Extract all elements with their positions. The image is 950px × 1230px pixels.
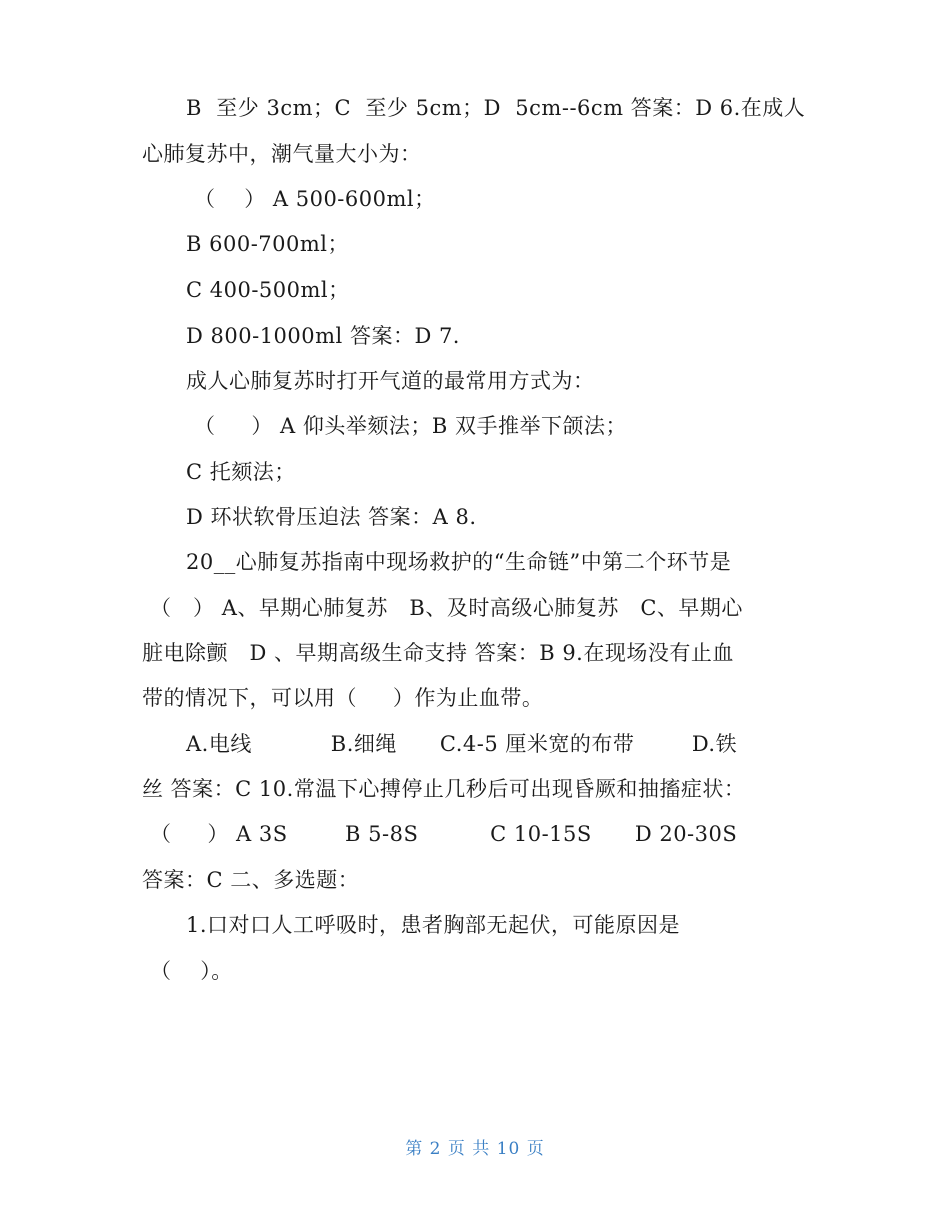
text-line: D 800-1000ml 答案：D 7.: [186, 324, 460, 348]
text-line: D 环状软骨压迫法 答案：A 8.: [186, 505, 477, 529]
text-line: （ ）。: [150, 959, 233, 983]
text-line: 带的情况下，可以用（ ）作为止血带。: [142, 686, 544, 710]
text-line: 20__心肺复苏指南中现场救护的“生命链”中第二个环节是: [186, 550, 732, 574]
page-number-footer: 第 2 页 共 10 页: [405, 1139, 545, 1159]
text-line: 丝 答案：C 10.常温下心搏停止几秒后可出现昏厥和抽搐症状：: [142, 777, 746, 801]
text-line: 答案：C 二、多选题：: [142, 868, 360, 892]
text-line: 心肺复苏中，潮气量大小为：: [142, 142, 422, 166]
text-line: （ ） A、早期心肺复苏 B、及时高级心肺复苏 C、早期心: [150, 596, 743, 620]
text-line: A.电线 B.细绳 C.4-5 厘米宽的布带 D.铁: [186, 732, 738, 756]
text-line: C 400-500ml；: [186, 278, 350, 302]
text-line: （ ） A 仰头举颏法；B 双手推举下颌法；: [194, 414, 627, 438]
text-line: 脏电除颤 D 、早期高级生命支持 答案：B 9.在现场没有止血: [142, 641, 734, 665]
text-line: C 托颏法；: [186, 460, 296, 484]
text-line: （ ） A 500-600ml；: [194, 187, 436, 211]
text-line: （ ） A 3S B 5-8S C 10-15S D 20-30S: [150, 822, 738, 846]
text-line: 1.口对口人工呼吸时，患者胸部无起伏，可能原因是: [186, 913, 681, 937]
text-line: B 600-700ml；: [186, 232, 349, 256]
text-line: 成人心肺复苏时打开气道的最常用方式为：: [186, 369, 595, 393]
text-line: B 至少 3cm；C 至少 5cm；D 5cm--6cm 答案：D 6.在成人: [186, 96, 806, 120]
